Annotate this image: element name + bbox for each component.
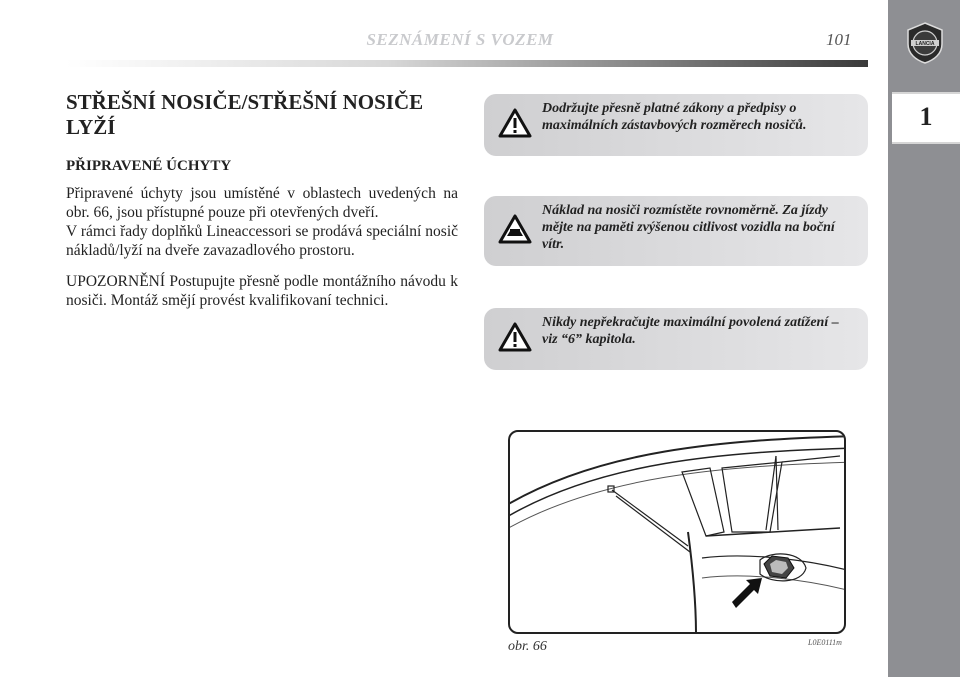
section-heading: STŘEŠNÍ NOSIČE/STŘEŠNÍ NOSIČE LYŽÍ xyxy=(66,90,424,139)
chapter-tab[interactable] xyxy=(892,92,960,144)
figure-66 xyxy=(508,430,846,634)
chapter-number: 1 xyxy=(919,102,933,131)
figure-caption: obr. 66 xyxy=(508,639,547,654)
warning-box-1 xyxy=(484,94,868,156)
warning-text-2: Náklad na nosiči rozmístěte rovnoměrně. Za jízdy mějte na paměti zvýšenou citlivost vozidla na boční vítr. xyxy=(542,203,835,252)
warning-text-3: Nikdy nepřekračujte maximální povolená zatížení – viz “6” kapitola. xyxy=(542,315,839,347)
header-title: SEZNÁMENÍ S VOZEM xyxy=(366,30,554,49)
figure-code: L0E0111m xyxy=(808,638,842,647)
warning-car-icon xyxy=(498,214,532,244)
warning-box-3 xyxy=(484,308,868,370)
warning-box-2 xyxy=(484,196,868,266)
body-paragraph-2: V rámci řady doplňků Lineaccessori se prodává speciální nosič nákladů/lyží na dveře zavazadlového prostoru. xyxy=(66,223,458,259)
lancia-logo-icon xyxy=(905,22,945,64)
body-paragraph-1: Připravené úchyty jsou umístěné v oblastech uvedených na obr. 66, jsou přístupné pouze při otevřených dveří. xyxy=(66,185,458,221)
subsection-heading: PŘIPRAVENÉ ÚCHYTY xyxy=(66,158,232,174)
svg-text:LANCIA: LANCIA xyxy=(915,41,935,47)
roof-rack-attachment-illustration xyxy=(510,432,844,632)
warning-text-1: Dodržujte přesně platné zákony a předpisy o maximálních zástavbových rozměrech nosičů. xyxy=(542,101,807,133)
header-rule xyxy=(66,60,868,67)
warning-exclamation-icon xyxy=(498,322,532,352)
body-paragraph-3: UPOZORNĚNÍ Postupujte přesně podle montážního návodu k nosiči. Montáž smějí provést kvalifikovaní technici. xyxy=(66,273,458,309)
page-number: 101 xyxy=(826,30,852,49)
warning-exclamation-icon xyxy=(498,108,532,138)
